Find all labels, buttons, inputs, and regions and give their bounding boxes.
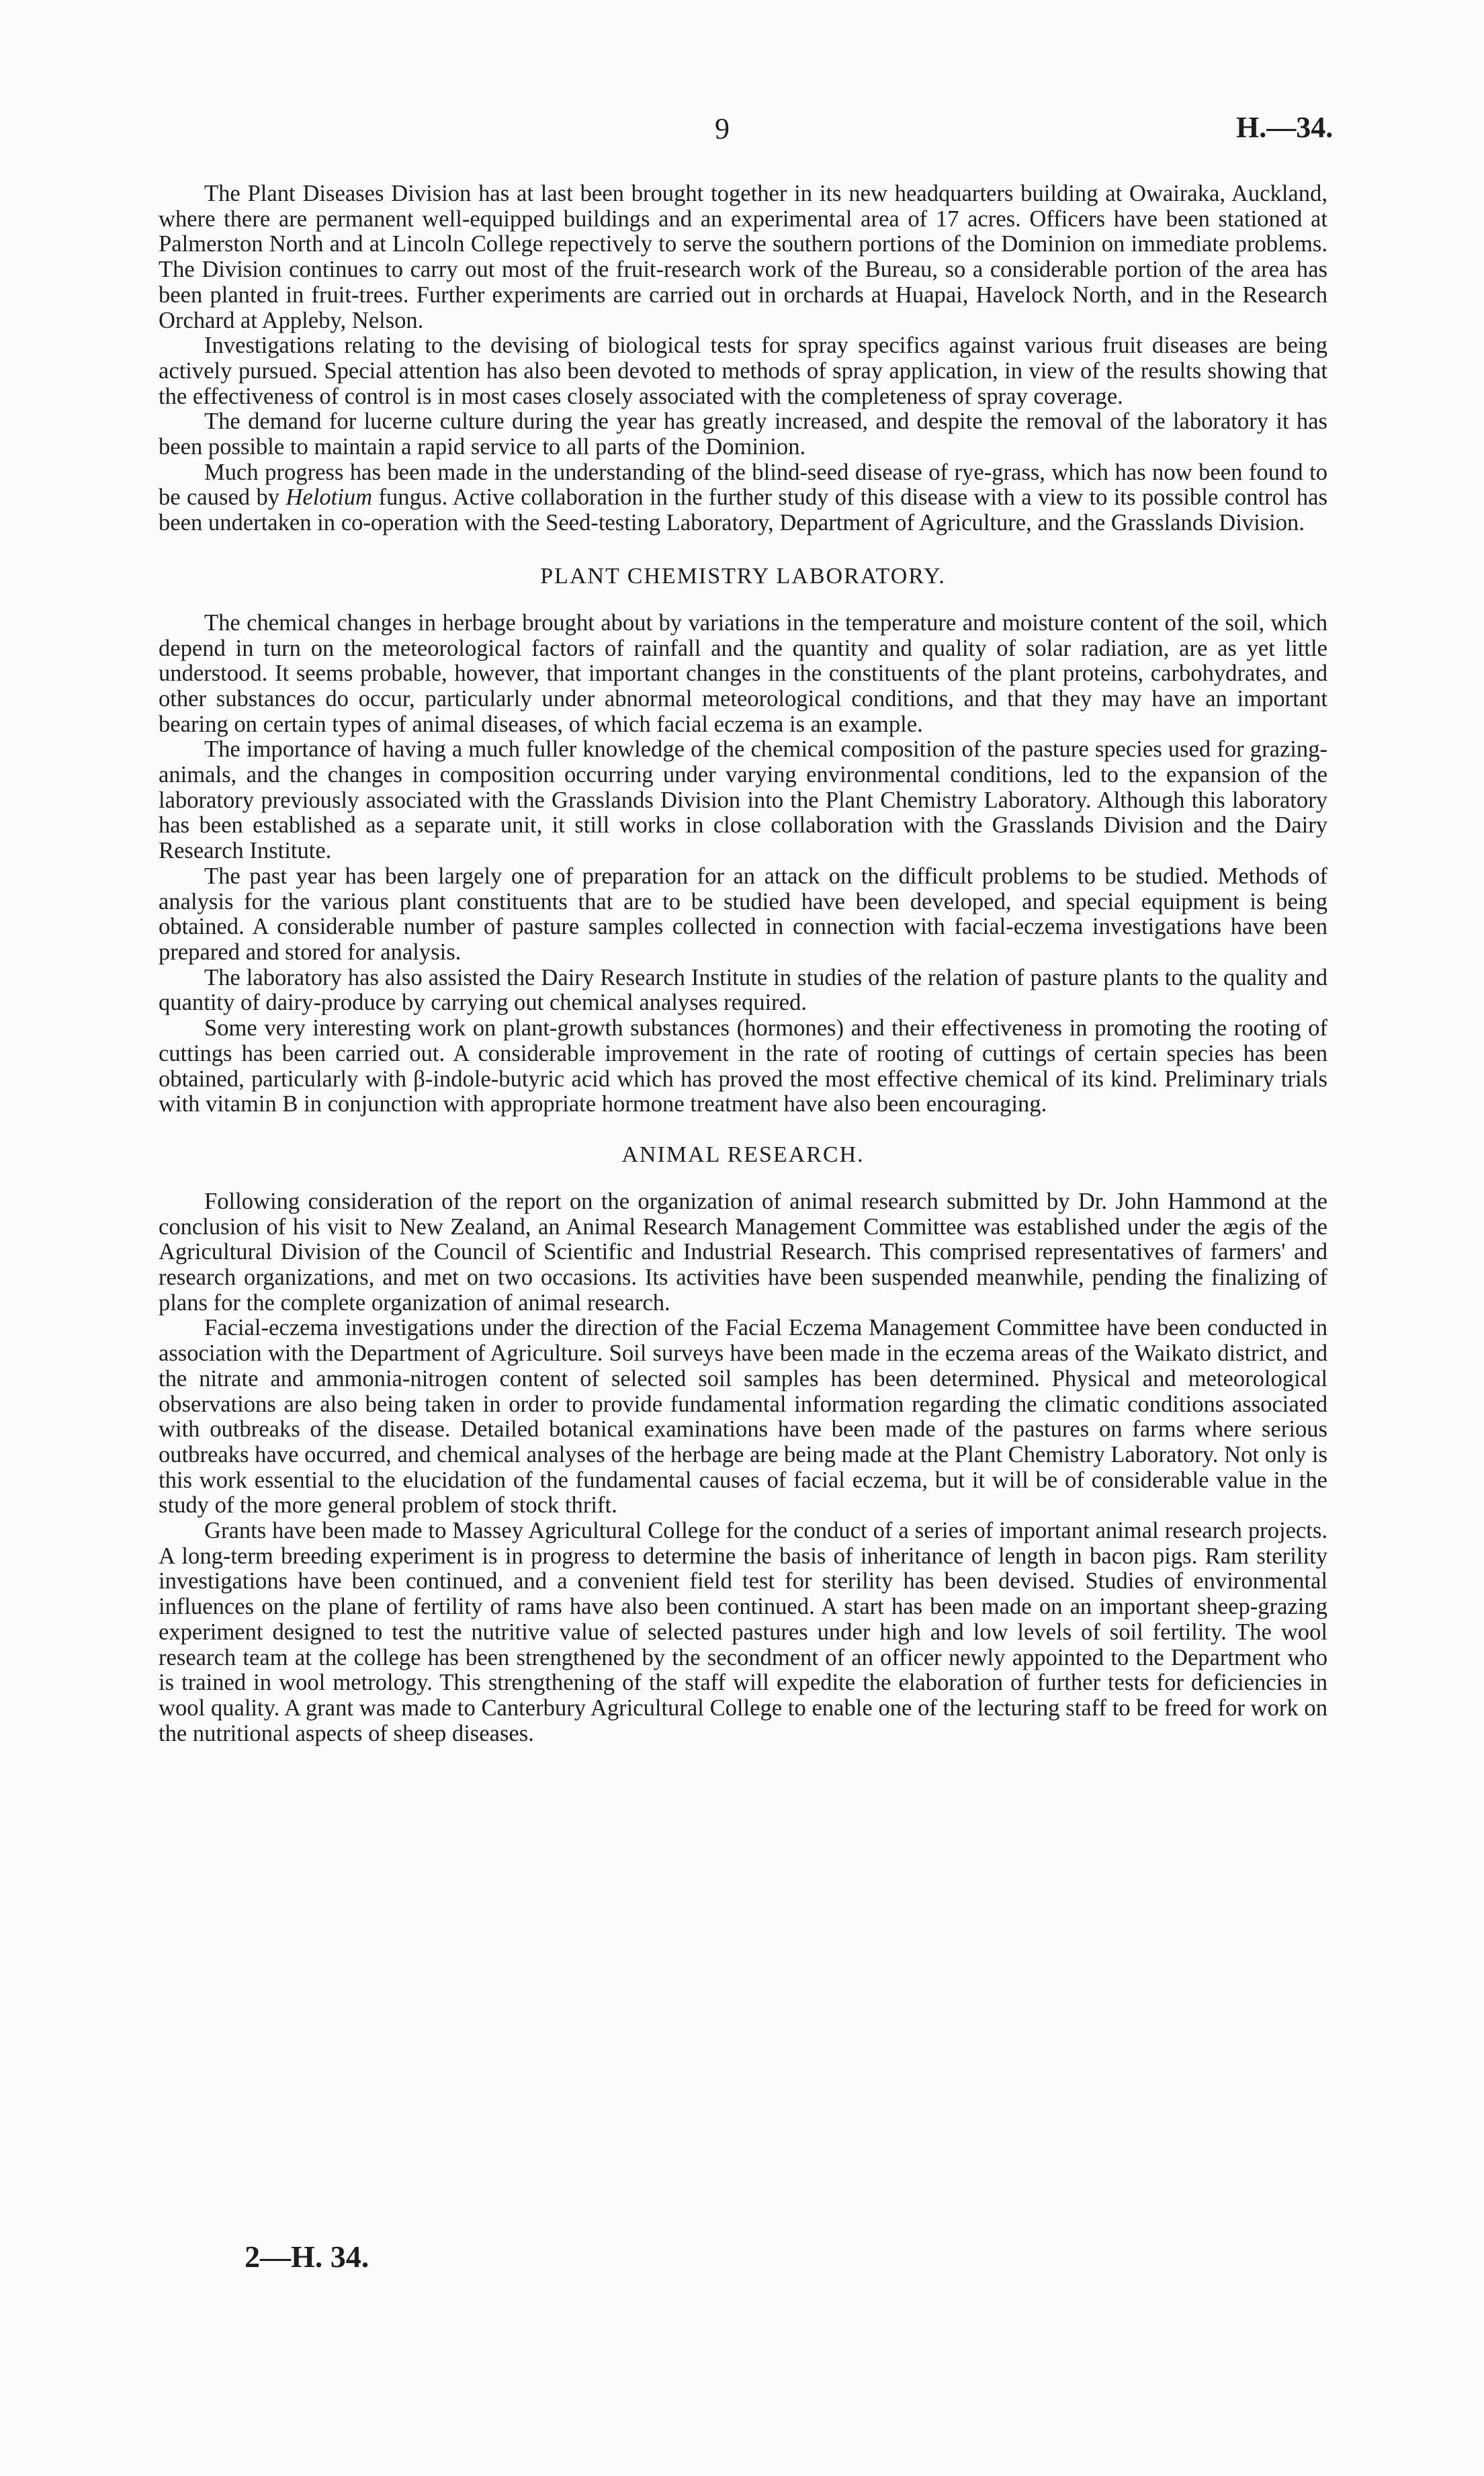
document-reference: H.—34. <box>1236 111 1334 144</box>
blind-seed-text-before: Much progress has been made in the understanding of the blind-seed disease of rye-grass, which has now been found to be caused by <box>159 459 1327 511</box>
paragraph-dairy-research-assistance: The laboratory has also assisted the Dairy Research Institute in studies of the relation of pasture plants to the quality and quantity of dairy-produce by carrying out chemical analyses required. <box>159 964 1327 1016</box>
paragraph-herbage-chemical-changes: The chemical changes in herbage brought about by variations in the temperature and moisture content of the soil, which depend in turn on the meteorological factors of rainfall and the quantity and quality of solar radiation, are as yet little understood. It seems probable, however, that important changes in the constituents of the plant proteins, carbohydrates, and other substances do occur, particularly under abnormal meteorological conditions, and that they may have an important bearing on certain types of animal diseases, of which facial eczema is an example. <box>159 609 1327 737</box>
heading-plant-chemistry-laboratory: PLANT CHEMISTRY LABORATORY. <box>540 563 946 589</box>
paragraph-plant-growth-hormones: Some very interesting work on plant-growth substances (hormones) and their effectiveness in promoting the rooting of cuttings has been carried out. A considerable improvement in the rate of rooting of cuttings of certain species has been obtained, particularly with β-indole-butyric acid which has proved the most effective chemical of its kind. Preliminary trials with vitamin B in conjunction with appropriate hormone treatment have also been encouraging. <box>159 1015 1327 1117</box>
helotium-term: Helotium <box>286 484 373 511</box>
heading-animal-research: ANIMAL RESEARCH. <box>621 1142 865 1167</box>
page-number: 9 <box>715 112 730 145</box>
paragraph-lucerne-culture: The demand for lucerne culture during the year has greatly increased, and despite the removal of the laboratory it has been possible to maintain a rapid service to all parts of the Dominion. <box>159 409 1327 460</box>
paragraph-spray-tests: Investigations relating to the devising of biological tests for spray specifics against various fruit diseases are being actively pursued. Special attention has also been devoted to methods of spray application, in view of the results showing that the effectiveness of control is in most cases closely associated with the completeness of spray coverage. <box>159 333 1327 409</box>
paragraph-facial-eczema-investigations: Facial-eczema investigations under the direction of the Facial Eczema Management Committee have been conducted in association with the Department of Agriculture. Soil surveys have been made in the eczema areas of the Waikato district, and the nitrate and ammonia-nitrogen content of selected soil samples has been determined. Physical and meteorological observations are also being taken in order to provide fundamental information regarding the climatic conditions associated with outbreaks of the disease. Detailed botanical examinations have been made of the pastures on farms where serious outbreaks have occurred, and chemical analyses of the herbage are being made at the Plant Chemistry Laboratory. Not only is this work essential to the elucidation of the fundamental causes of facial eczema, but it will be of considerable value in the study of the more general problem of stock thrift. <box>159 1315 1327 1519</box>
page-body <box>159 181 1327 1746</box>
signature-reference: 2—H. 34. <box>245 2239 369 2274</box>
paragraph-research-management-committee: Following consideration of the report on the organization of animal research submitted by Dr. John Hammond at the conclusion of his visit to New Zealand, an Animal Research Management Committee was established under the ægis of the Agricultural Division of the Council of Scientific and Industrial Research. This comprised representatives of farmers' and research organizations, and met on two occasions. Its activities have been suspended meanwhile, pending the finalizing of plans for the complete organization of animal research. <box>159 1188 1327 1316</box>
paragraph-college-grants: Grants have been made to Massey Agricultural College for the conduct of a series of important animal research projects. A long-term breeding experiment is in progress to determine the basis of inheritance of length in bacon pigs. Ram sterility investigations have been continued, and a convenient field test for sterility has been devised. Studies of environmental influences on the plane of fertility of rams have also been continued. A start has been made on an important sheep-grazing experiment designed to test the nutritive value of selected pastures under high and low levels of soil fertility. The wool research team at the college has been strengthened by the secondment of an officer newly appointed to the Department who is trained in wool metrology. This strengthening of the staff will expedite the elaboration of further tests for deficiencies in wool quality. A grant was made to Canterbury Agricultural College to enable one of the lecturing staff to be freed for work on the nutritional aspects of sheep diseases. <box>159 1518 1327 1746</box>
paragraph-blind-seed-disease <box>159 460 1327 536</box>
paragraph-plant-diseases-headquarters: The Plant Diseases Division has at last been brought together in its new headquarters building at Owairaka, Auckland, where there are permanent well-equipped buildings and an experimental area of 17 acres. Officers have been stationed at Palmerston North and at Lincoln College repectively to serve the southern portions of the Dominion on immediate problems. The Division continues to carry out most of the fruit-research work of the Bureau, so a considerable portion of the area has been planted in fruit-trees. Further experiments are carried out in orchards at Huapai, Havelock North, and in the Research Orchard at Appleby, Nelson. <box>159 181 1327 333</box>
blind-seed-text-after: fungus. Active collaboration in the further study of this disease with a view to its possible control has been undertaken in co-operation with the Seed-testing Laboratory, Department of Agriculture, and the Grasslands Division. <box>159 484 1327 536</box>
paragraph-preparation-year: The past year has been largely one of preparation for an attack on the difficult problems to be studied. Methods of analysis for the various plant constituents that are to be studied have been developed, and special equipment is being obtained. A considerable number of pasture samples collected in connection with facial-eczema investigations have been prepared and stored for analysis. <box>159 863 1327 965</box>
paragraph-laboratory-expansion: The importance of having a much fuller knowledge of the chemical composition of the pasture species used for grazing-animals, and the changes in composition occurring under varying environmental conditions, led to the expansion of the laboratory previously associated with the Grasslands Division into the Plant Chemistry Laboratory. Although this laboratory has been established as a separate unit, it still works in close collaboration with the Grasslands Division and the Dairy Research Institute. <box>159 736 1327 864</box>
